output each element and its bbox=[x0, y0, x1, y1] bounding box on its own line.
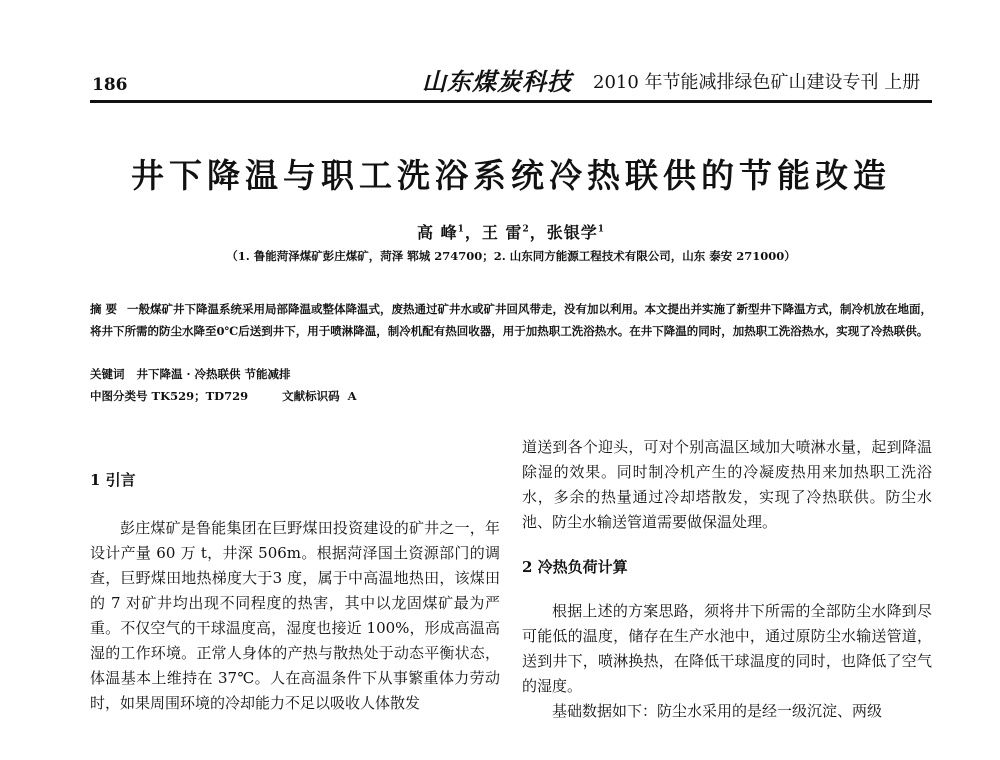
abstract bbox=[90, 298, 932, 342]
abstract-text: 一般煤矿井下降温系统采用局部降温或整体降温式，废热通过矿井水或矿井回风带走，没有加以利用。本文提出并实施了新型井下降温方式，制冷机放在地面，将井下所需的防尘水降至0℃后送到井下，用于喷淋降温，制冷机配有热回收器，用于加热职工洗浴热水。在井下降温的同时，加热职工洗浴热水，实现了冷热联供。 bbox=[90, 302, 933, 338]
body-paragraph: 道送到各个迎头，可对个别高温区域加大喷淋水量，起到降温除湿的效果。同时制冷机产生的冷凝废热用来加热职工洗浴水，多余的热量通过冷却塔散发，实现了冷热联供。防尘水池、防尘水输送管道需要做保温处理。 bbox=[522, 438, 932, 531]
body-paragraph: 基础数据如下：防尘水采用的是经一级沉淀、两级 bbox=[552, 702, 883, 720]
section-heading-load-calculation: 2 冷热负荷计算 bbox=[522, 558, 628, 576]
abstract-label: 摘 要 bbox=[90, 302, 118, 316]
doc-code-label: 文献标识码 bbox=[282, 389, 340, 403]
left-column bbox=[90, 470, 500, 716]
author-name: 王 雷 bbox=[481, 223, 523, 242]
keywords-text: 井下降温 · 冷热联供 节能减排 bbox=[136, 367, 291, 381]
author-separator: ， bbox=[529, 223, 547, 242]
author-separator: ， bbox=[464, 223, 482, 242]
author-affiliation-mark: 1 bbox=[597, 224, 605, 235]
keywords-label: 关键词 bbox=[90, 367, 125, 381]
journal-logo: 山东煤炭科技 bbox=[422, 67, 572, 96]
author-name: 高 峰 bbox=[417, 223, 458, 242]
right-column bbox=[522, 435, 932, 724]
body-paragraph: 彭庄煤矿是鲁能集团在巨野煤田投资建设的矿井之一，年设计产量 60 万 t，井深 506m。根据菏泽国土资源部门的调查，巨野煤田地热梯度大于3 度，属于中高温地热田，该煤田的 7 对矿井均出现不同程度的热害，其中以龙固煤矿最为严重。不仅空气的干球温度高，湿度也接近 100%，形成高温高湿的工作环境。正常人身体的产热与散热处于动态平衡状态，体温基本上维持在 37℃。人在高温条件下从事繁重体力劳动时，如果周围环境的冷却能力不足以吸收人体散发 bbox=[90, 519, 500, 712]
clc-value: TK529；TD729 bbox=[151, 389, 249, 403]
keywords bbox=[90, 366, 932, 382]
article-title: 井下降温与职工洗浴系统冷热联供的节能改造 bbox=[131, 156, 891, 195]
section-heading-introduction: 1 引言 bbox=[90, 471, 136, 489]
author-affiliation-mark: 1 bbox=[457, 224, 465, 235]
affiliations: （1. 鲁能菏泽煤矿彭庄煤矿，菏泽 郓城 274700；2. 山东同方能源工程技术有限公司，山东 泰安 271000） bbox=[226, 249, 796, 263]
author-line bbox=[90, 220, 932, 243]
body-paragraph: 根据上述的方案思路，须将井下所需的全部防尘水降到尽可能低的温度，储存在生产水池中，通过原防尘水输送管道，送到井下，喷淋换热，在降低干球温度的同时，也降低了空气的湿度。 bbox=[522, 602, 932, 695]
author-name: 张银学 bbox=[546, 223, 598, 242]
author-affiliation-mark: 2 bbox=[522, 224, 530, 235]
issue-title: 2010 年节能减排绿色矿山建设专刊 上册 bbox=[593, 72, 921, 93]
page-number: 186 bbox=[92, 75, 128, 95]
doc-code-value: A bbox=[347, 389, 357, 403]
clc-label: 中图分类号 bbox=[90, 389, 148, 403]
classification-line bbox=[90, 388, 932, 404]
header-rule bbox=[90, 100, 932, 103]
